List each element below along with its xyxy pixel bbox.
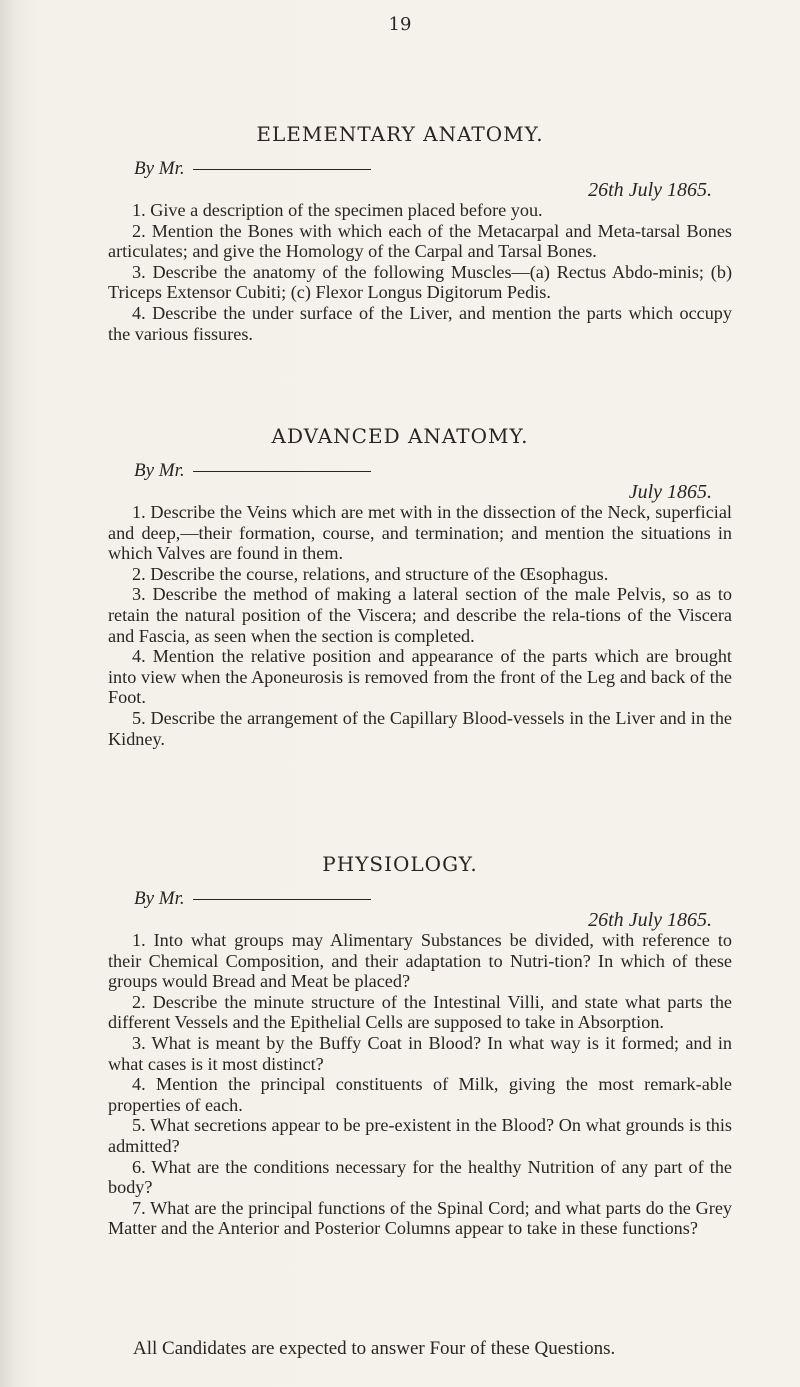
section-physiology xyxy=(0,852,800,1239)
question: 5. Describe the arrangement of the Capillary Blood-vessels in the Liver and in the Kidney. xyxy=(108,707,732,749)
exam-date xyxy=(0,482,800,502)
question: 2. Mention the Bones with which each of the Metacarpal and Meta-tarsal Bones articulates; and give the Homology of the Carpal and Tarsal Bones. xyxy=(108,220,732,262)
byline-text: By Mr. xyxy=(134,460,185,481)
question: 7. What are the principal functions of the Spinal Cord; and what parts do the Grey Matter and the Anterior and Posterior Columns appear to take in these functions? xyxy=(108,1197,732,1239)
exam-date xyxy=(0,180,800,200)
page-number: 19 xyxy=(388,14,412,35)
byline-text: By Mr. xyxy=(134,888,185,909)
question: 4. Describe the under surface of the Liver, and mention the parts which occupy the various fissures. xyxy=(108,302,732,344)
date-rest: July 1865. xyxy=(623,909,712,931)
question: 1. Describe the Veins which are met with in the dissection of the Neck, superficial and deep,—their formation, course, and termination; and mention the situations in which Valves are found in them. xyxy=(108,502,732,564)
question: 4. Mention the relative position and appearance of the parts which are brought into view when the Aponeurosis is removed from the front of the Leg and back of the Foot. xyxy=(108,646,732,708)
byline-text: By Mr. xyxy=(134,158,185,179)
question: 4. Mention the principal constituents of Milk, giving the most remark-able properties of each. xyxy=(108,1074,732,1115)
footer-note: All Candidates are expected to answer Four of these Questions. xyxy=(133,1338,616,1359)
examiner-byline xyxy=(134,460,800,482)
question: 2. Describe the minute structure of the Intestinal Villi, and state what parts the different Vessels and the Epithelial Cells are supposed to take in Absorption. xyxy=(108,991,732,1033)
section-advanced-anatomy xyxy=(0,424,800,749)
date-day: 26 xyxy=(588,179,609,201)
exam-date xyxy=(0,910,800,930)
section-heading: PHYSIOLOGY. xyxy=(322,852,478,876)
question: 1. Into what groups may Alimentary Substances be divided, with reference to their Chemical Composition, and their adaptation to Nutri-tion? In which of these groups would Bread and Meat be placed? xyxy=(108,930,732,992)
section-heading: ELEMENTARY ANATOMY. xyxy=(256,122,544,146)
signature-rule xyxy=(193,169,371,170)
question: 6. What are the conditions necessary for the healthy Nutrition of any part of the body? xyxy=(108,1156,732,1198)
date-day: 26 xyxy=(588,909,609,931)
date-suffix: th xyxy=(608,179,624,201)
question: 5. What secretions appear to be pre-existent in the Blood? On what grounds is this admitted? xyxy=(108,1115,732,1156)
question: 3. What is meant by the Buffy Coat in Blood? In what way is it formed; and in what cases is it most distinct? xyxy=(108,1032,732,1074)
date-rest: July 1865. xyxy=(623,179,712,201)
signature-rule xyxy=(193,899,371,900)
date-suffix: th xyxy=(608,909,624,931)
question: 3. Describe the method of making a lateral section of the male Pelvis, so as to retain the natural position of the Viscera; and describe the rela-tions of the Viscera and Fascia, as seen when the section is completed. xyxy=(108,584,732,646)
examiner-byline xyxy=(134,888,800,910)
date-rest: July 1865. xyxy=(628,481,712,503)
section-heading: ADVANCED ANATOMY. xyxy=(271,424,529,448)
question: 1. Give a description of the specimen placed before you. xyxy=(132,200,543,220)
examiner-byline xyxy=(134,158,800,180)
question: 2. Describe the course, relations, and structure of the Œsophagus. xyxy=(132,563,609,584)
signature-rule xyxy=(193,471,371,472)
section-elementary-anatomy xyxy=(0,122,800,344)
question: 3. Describe the anatomy of the following Muscles—(a) Rectus Abdo-minis; (b) Triceps Extensor Cubiti; (c) Flexor Longus Digitorum Pedis. xyxy=(108,261,732,303)
